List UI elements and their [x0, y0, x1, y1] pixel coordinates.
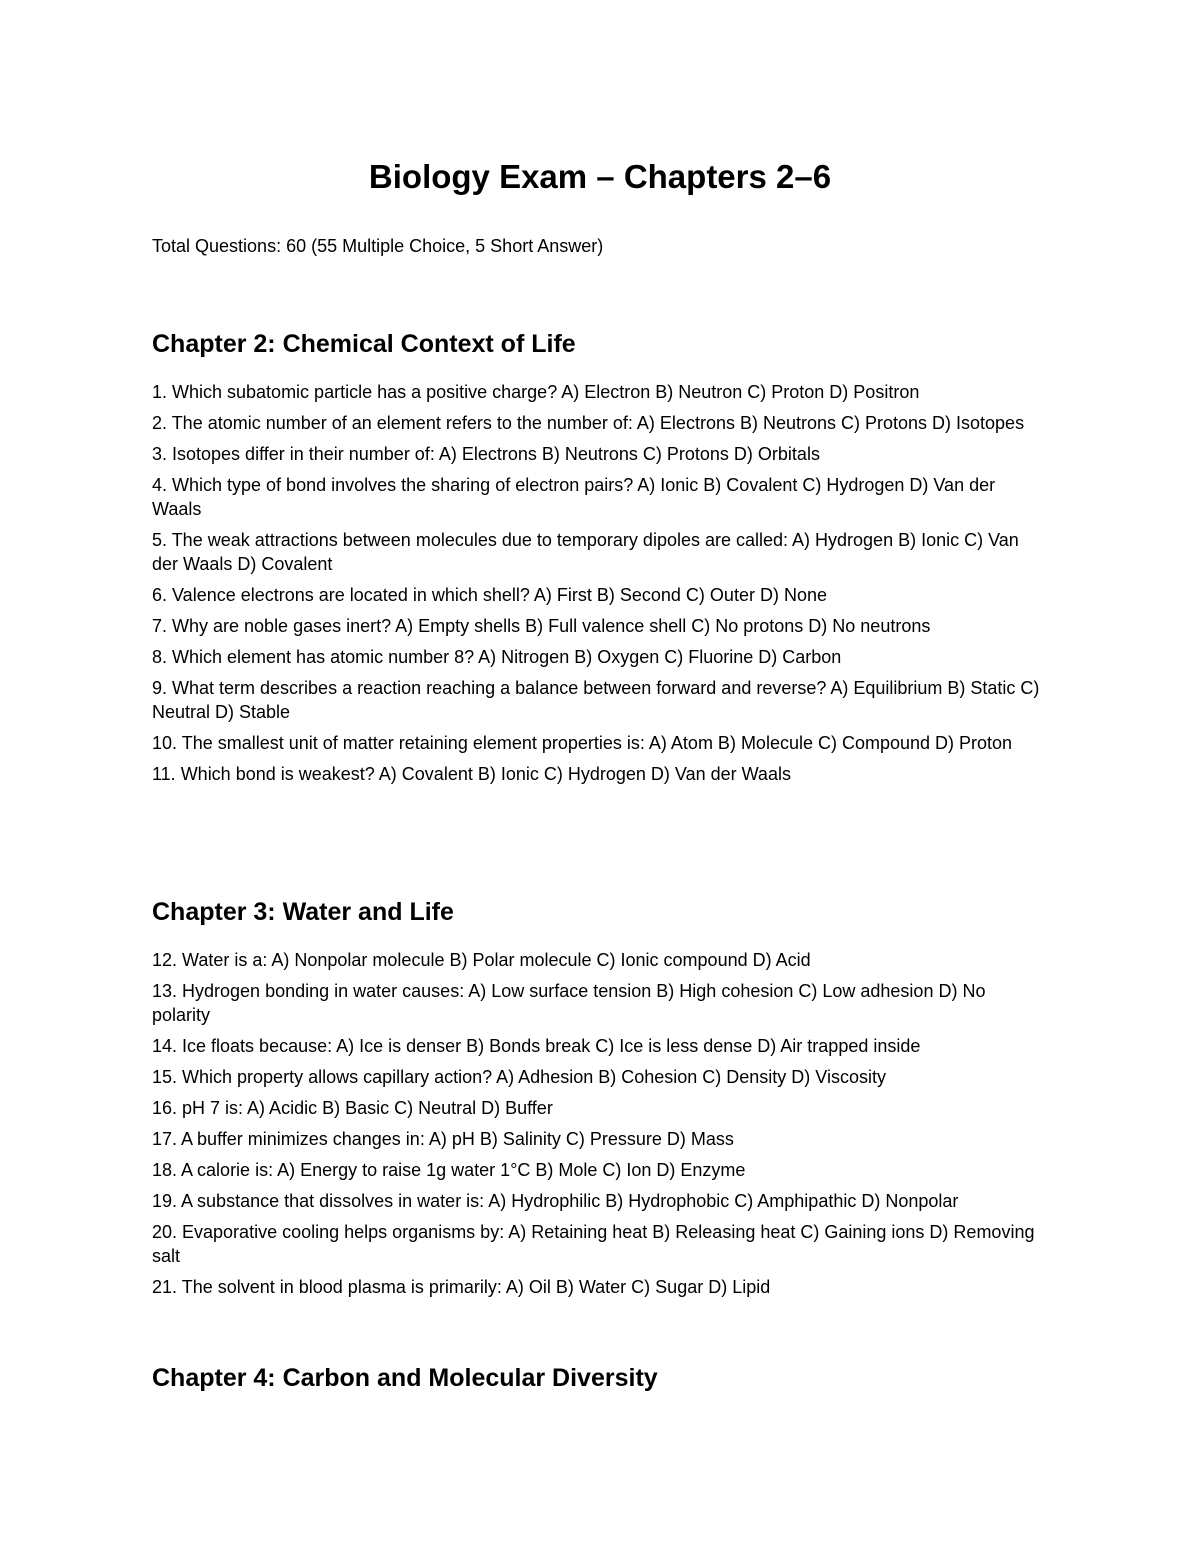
question-item: 7. Why are noble gases inert? A) Empty shells B) Full valence shell C) No protons D) No neutrons: [152, 616, 931, 636]
question-item: 17. A buffer minimizes changes in: A) pH B) Salinity C) Pressure D) Mass: [152, 1129, 734, 1149]
question-item: 5. The weak attractions between molecules due to temporary dipoles are called: A) Hydrogen B) Ionic C) Van der Waals D) Covalent: [152, 530, 1019, 574]
chapter-4-section: [152, 1362, 1052, 1414]
question-item: 9. What term describes a reaction reaching a balance between forward and reverse? A) Equilibrium B) Static C) Neutral D) Stable: [152, 678, 1040, 722]
question-item: 12. Water is a: A) Nonpolar molecule B) Polar molecule C) Ionic compound D) Acid: [152, 950, 811, 970]
question-item: 15. Which property allows capillary action? A) Adhesion B) Cohesion C) Density D) Viscosity: [152, 1067, 886, 1087]
chapter-2-section: [152, 328, 1052, 793]
question-item: 2. The atomic number of an element refers to the number of: A) Electrons B) Neutrons C) Protons D) Isotopes: [152, 413, 1025, 433]
exam-title: Biology Exam – Chapters 2–6: [368, 158, 832, 195]
question-item: 13. Hydrogen bonding in water causes: A) Low surface tension B) High cohesion C) Low adhesion D) No polarity: [152, 981, 986, 1025]
chapter-heading: Chapter 2: Chemical Context of Life: [152, 330, 576, 358]
question-item: 11. Which bond is weakest? A) Covalent B) Ionic C) Hydrogen D) Van der Waals: [152, 764, 791, 784]
question-item: 3. Isotopes differ in their number of: A) Electrons B) Neutrons C) Protons D) Orbitals: [152, 444, 820, 464]
exam-subtitle: Total Questions: 60 (55 Multiple Choice, 5 Short Answer): [152, 236, 604, 256]
question-item: 20. Evaporative cooling helps organisms by: A) Retaining heat B) Releasing heat C) Gaining ions D) Removing salt: [152, 1222, 1035, 1266]
question-item: 4. Which type of bond involves the sharing of electron pairs? A) Ionic B) Covalent C) Hydrogen D) Van der Waals: [152, 475, 996, 519]
question-item: 8. Which element has atomic number 8? A) Nitrogen B) Oxygen C) Fluorine D) Carbon: [152, 647, 842, 667]
question-item: 6. Valence electrons are located in which shell? A) First B) Second C) Outer D) None: [152, 585, 827, 605]
question-item: 18. A calorie is: A) Energy to raise 1g water 1°C B) Mole C) Ion D) Enzyme: [152, 1160, 746, 1180]
question-item: 21. The solvent in blood plasma is primarily: A) Oil B) Water C) Sugar D) Lipid: [152, 1277, 771, 1297]
question-item: 16. pH 7 is: A) Acidic B) Basic C) Neutral D) Buffer: [152, 1098, 553, 1118]
chapter-3-section: [152, 896, 1052, 1306]
question-item: 19. A substance that dissolves in water is: A) Hydrophilic B) Hydrophobic C) Amphipathic D) Nonpolar: [152, 1191, 959, 1211]
question-item: 1. Which subatomic particle has a positive charge? A) Electron B) Neutron C) Proton D) Positron: [152, 382, 920, 402]
chapter-heading: Chapter 4: Carbon and Molecular Diversity: [152, 1364, 658, 1392]
question-item: 10. The smallest unit of matter retaining element properties is: A) Atom B) Molecule C) Compound D) Proton: [152, 733, 1013, 753]
chapter-heading: Chapter 3: Water and Life: [152, 898, 454, 926]
question-item: 14. Ice floats because: A) Ice is denser B) Bonds break C) Ice is less dense D) Air trapped inside: [152, 1036, 921, 1056]
